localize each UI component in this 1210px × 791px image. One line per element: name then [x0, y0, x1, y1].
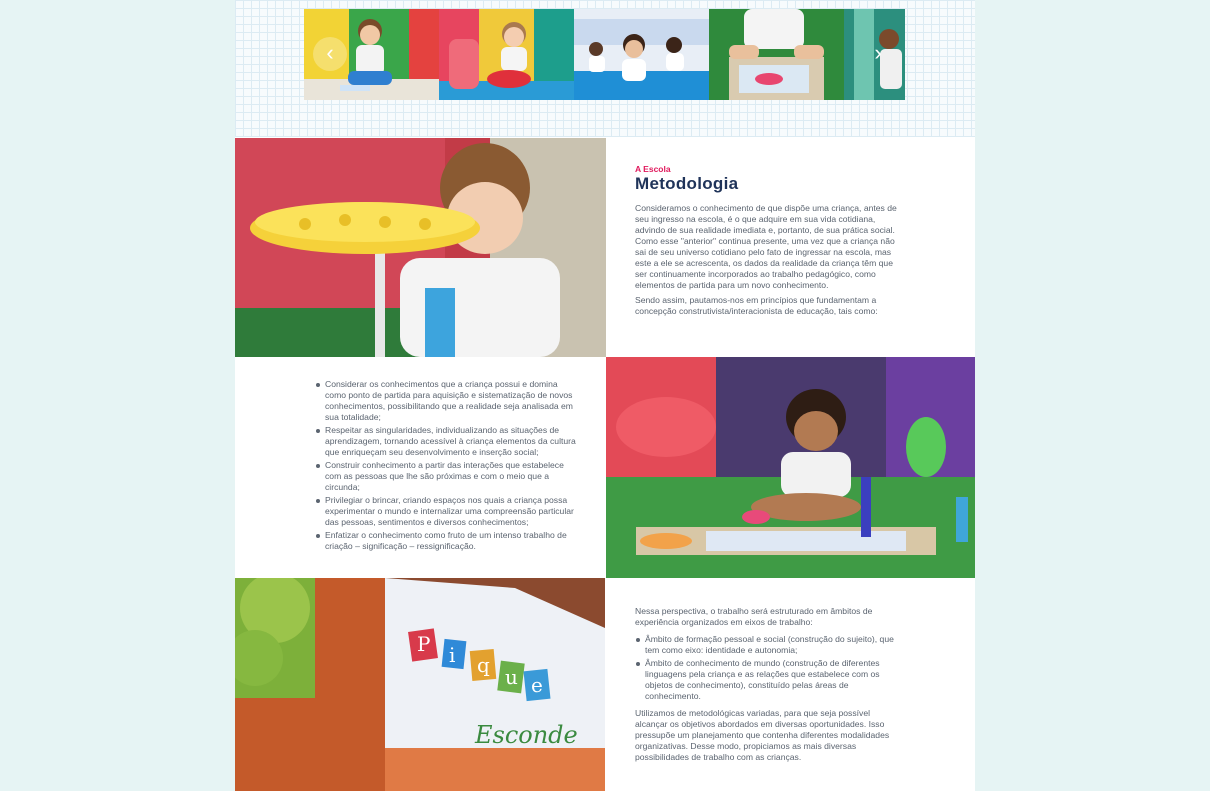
wall-letter: P	[417, 632, 431, 656]
carousel-photo[interactable]	[709, 9, 844, 100]
page-title: Metodologia	[635, 174, 739, 193]
wall-letter: e	[531, 673, 543, 697]
list-item: Âmbito de conhecimento de mundo (construção de diferentes linguagens pela criança e as relações que estabelece com os objetos de conhecimento), constituído pelas áreas de conhecimento.	[635, 658, 903, 702]
principles-lead-paragraph: Sendo assim, pautamos-nos em princípios que fundamentam a concepção construtivista/interacionista de educação, tais como:	[635, 295, 878, 316]
carousel-next-button[interactable]	[861, 37, 895, 71]
carousel-photo[interactable]	[439, 9, 574, 100]
principles-list	[315, 379, 580, 554]
photo-boy-with-yellow-toy	[235, 138, 606, 357]
list-item: Respeitar as singularidades, individualizando as situações de aprendizagem, tornando acessível à criança elementos da cultura que enriqueçam seu desenvolvimento e inserção social;	[315, 425, 580, 458]
wall-script-word: Esconde	[475, 721, 578, 749]
wall-letter: u	[505, 665, 518, 689]
carousel-prev-button[interactable]	[313, 37, 347, 71]
list-item: Considerar os conhecimentos que a criança possui e domina como ponto de partida para aquisição e sistematização de novos conhecimentos, possibilitando que a realidade seja analisada em sua totalidade;	[315, 379, 580, 423]
perspective-block	[635, 606, 903, 763]
photo-school-wall-sign	[235, 578, 605, 791]
closing-paragraph: Utilizamos de metodológicas variadas, para que seja possível alcançar os objetivos abordados em diversas oportunidades. Isso pressupõe um planejamento que contenha diferentes modalidades organizativas. Desse modo, propiciamos as mais diversas possibilidades de trabalho com as crianças.	[635, 708, 890, 762]
photo-carousel[interactable]	[304, 9, 905, 100]
list-item: Construir conhecimento a partir das interações que estabelece com as pessoas que lhe são próximas e com o meio que a circunda;	[315, 460, 580, 493]
intro-paragraph: Consideramos o conhecimento de que dispõe uma criança, antes de seu ingresso na escola, é o que adquire em sua vida cotidiana, advindo de sua realidade imediata e, portanto, de sua prática social. Como esse "anterior" continua presente, uma vez que a criança não sai de seu universo cotidiano pelo fato de ingressar na escola, mas este a ele se acrescenta, os dados da realidade da criança têm que ser continuamente incorporados ao trabalho pedagógico, como elementos de partida para um novo conhecimento.	[635, 203, 897, 290]
photo-girl-painting	[606, 357, 975, 578]
chevron-right-icon: ›	[874, 40, 882, 65]
page-content	[235, 0, 975, 791]
list-item: Privilegiar o brincar, criando espaços nos quais a criança possa experimentar o mundo e internalizar uma compreensão particular das pessoas, sentimentos e diversos conhecimentos;	[315, 495, 580, 528]
section-eyebrow: A Escola	[635, 164, 671, 174]
carousel-photo[interactable]	[574, 9, 709, 100]
list-item: Âmbito de formação pessoal e social (construção do sujeito), que tem como eixo: identidade e autonomia;	[635, 634, 903, 656]
list-item: Enfatizar o conhecimento como fruto de um intenso trabalho de criação – significação – ressignificação.	[315, 530, 580, 552]
perspective-paragraph: Nessa perspectiva, o trabalho será estruturado em âmbitos de experiência organizados em eixos de trabalho:	[635, 606, 873, 627]
methodology-intro	[635, 164, 903, 317]
chevron-left-icon: ‹	[326, 40, 334, 65]
wall-letter: i	[449, 643, 456, 667]
wall-letter: q	[477, 653, 490, 677]
